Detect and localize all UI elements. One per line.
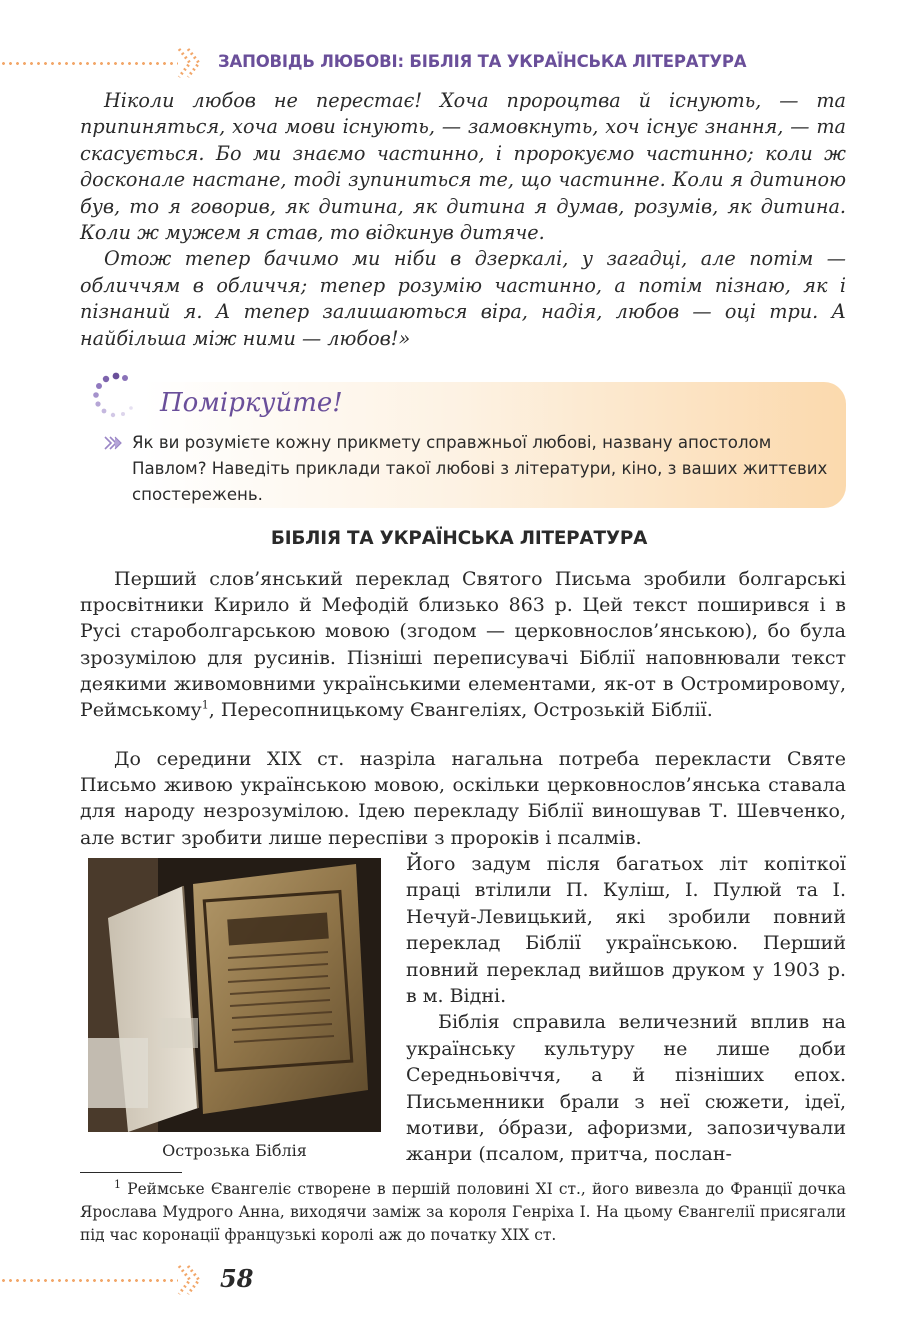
running-header: [0, 46, 918, 80]
footnote-mark: 1: [114, 1177, 121, 1191]
section-title: БІБЛІЯ ТА УКРАЇНСЬКА ЛІТЕРАТУРА: [270, 528, 648, 549]
body-text: До середини XIX ст. назріла нагальна потреба перекласти Святе Письмо живою українською мовою, оскільки церковнослов’янська ставала для народу незрозумілою. Ідею перекладу Біблії виношував Т. Шевченко, але встиг зробити лише переспіви з пророків і псалмів.: [80, 748, 846, 849]
photo-caption: Острозька Біблія: [162, 1141, 307, 1160]
quote-paragraph: Ніколи любов не перестає! Хоча пророцтва й існують, — та припиняться, хоча мови існують, — замовкнуть, хоч існує знання, — та скасується. Бо ми знаємо частинно, і пророкуємо частинно; коли ж досконале настане, тоді зупиниться те, що частинне. Коли я дитиною був, то я говорив, як дитина, як дитина я думав, розумів, як дитина. Коли ж мужем я став, то відкинув дитяче.: [80, 89, 846, 245]
page-number: 58: [220, 1264, 254, 1293]
body-text: , Пересопницькому Євангеліях, Острозькій Біблії.: [208, 699, 713, 722]
body-paragraph-2: [80, 746, 846, 851]
body-paragraph-1: [80, 566, 846, 723]
body-text: Перший слов’янський переклад Святого Письма зробили болгарські просвітники Кирило й Мефодій близько 863 р. Цей текст поширився і в Русі староболгарською мовою (згодом — церковнослов’янською), бо була зрозумілою для русинів. Пізніші переписувачі Біблії наповнювали текст деякими живомовними українськими елементами, як-от в Остромировому, Реймському: [80, 568, 846, 722]
chevron-right-icon: [176, 46, 204, 80]
footnote-divider: [80, 1172, 182, 1173]
chevron-right-icon: [176, 1263, 204, 1297]
body-text: Його задум після багатьох літ копіткої праці втілили П. Куліш, І. Пулюй та І. Нечуй-Левицький, які зробили повний переклад Біблії українською. Перший повний переклад вийшов друком у 1903 р. в м. Відні.: [406, 853, 846, 1008]
think-question: Як ви розумієте кожну прикмету справжньої любові, названу апостолом Павлом? Наведіть приклади такої любові з літератури, кіно, з ваших життєвих спостережень.: [132, 433, 828, 504]
quote-paragraph: Отож тепер бачимо ми ніби в дзеркалі, у загадці, але потім — обличчям в обличчя; тепер розумію частинно, а потім пізнаю, як і пізнаний я. А тепер залишаються віра, надія, любов — оці три. А найбільша між ними — любов!»: [80, 247, 846, 350]
wrapped-text: [406, 851, 846, 1168]
ostroh-bible-photo: [88, 858, 381, 1132]
arrow-right-icon: [104, 435, 124, 451]
dotted-line: [0, 62, 178, 65]
footnote-text: Реймське Євангеліє створене в першій половині XI ст., його вивезла до Франції дочка Ярослава Мудрого Анна, виходячи заміж за короля Генріха I. На цьому Євангелії присягали під час коронації французькі королі аж до початку XIX ст.: [80, 1180, 846, 1244]
body-text: Біблія справила величезний вплив на українську культуру не лише доби Середньовіччя, а й пізніших епох. Письменники брали з неї сюжети, ідеї, мотиви, о́брази, афоризми, запозичували жанри (псалом, притча, послан-: [406, 1011, 846, 1166]
dotted-line: [0, 1279, 178, 1282]
footnote: [80, 1178, 846, 1247]
dots-circle-icon: [92, 370, 140, 422]
bible-quote: [80, 88, 846, 352]
footnote-ref: 1: [201, 698, 209, 712]
think-title: Поміркуйте!: [160, 388, 343, 418]
page-footer: [0, 1262, 300, 1298]
header-title: ЗАПОВІДЬ ЛЮБОВІ: БІБЛІЯ ТА УКРАЇНСЬКА ЛІТЕРАТУРА: [218, 52, 747, 71]
